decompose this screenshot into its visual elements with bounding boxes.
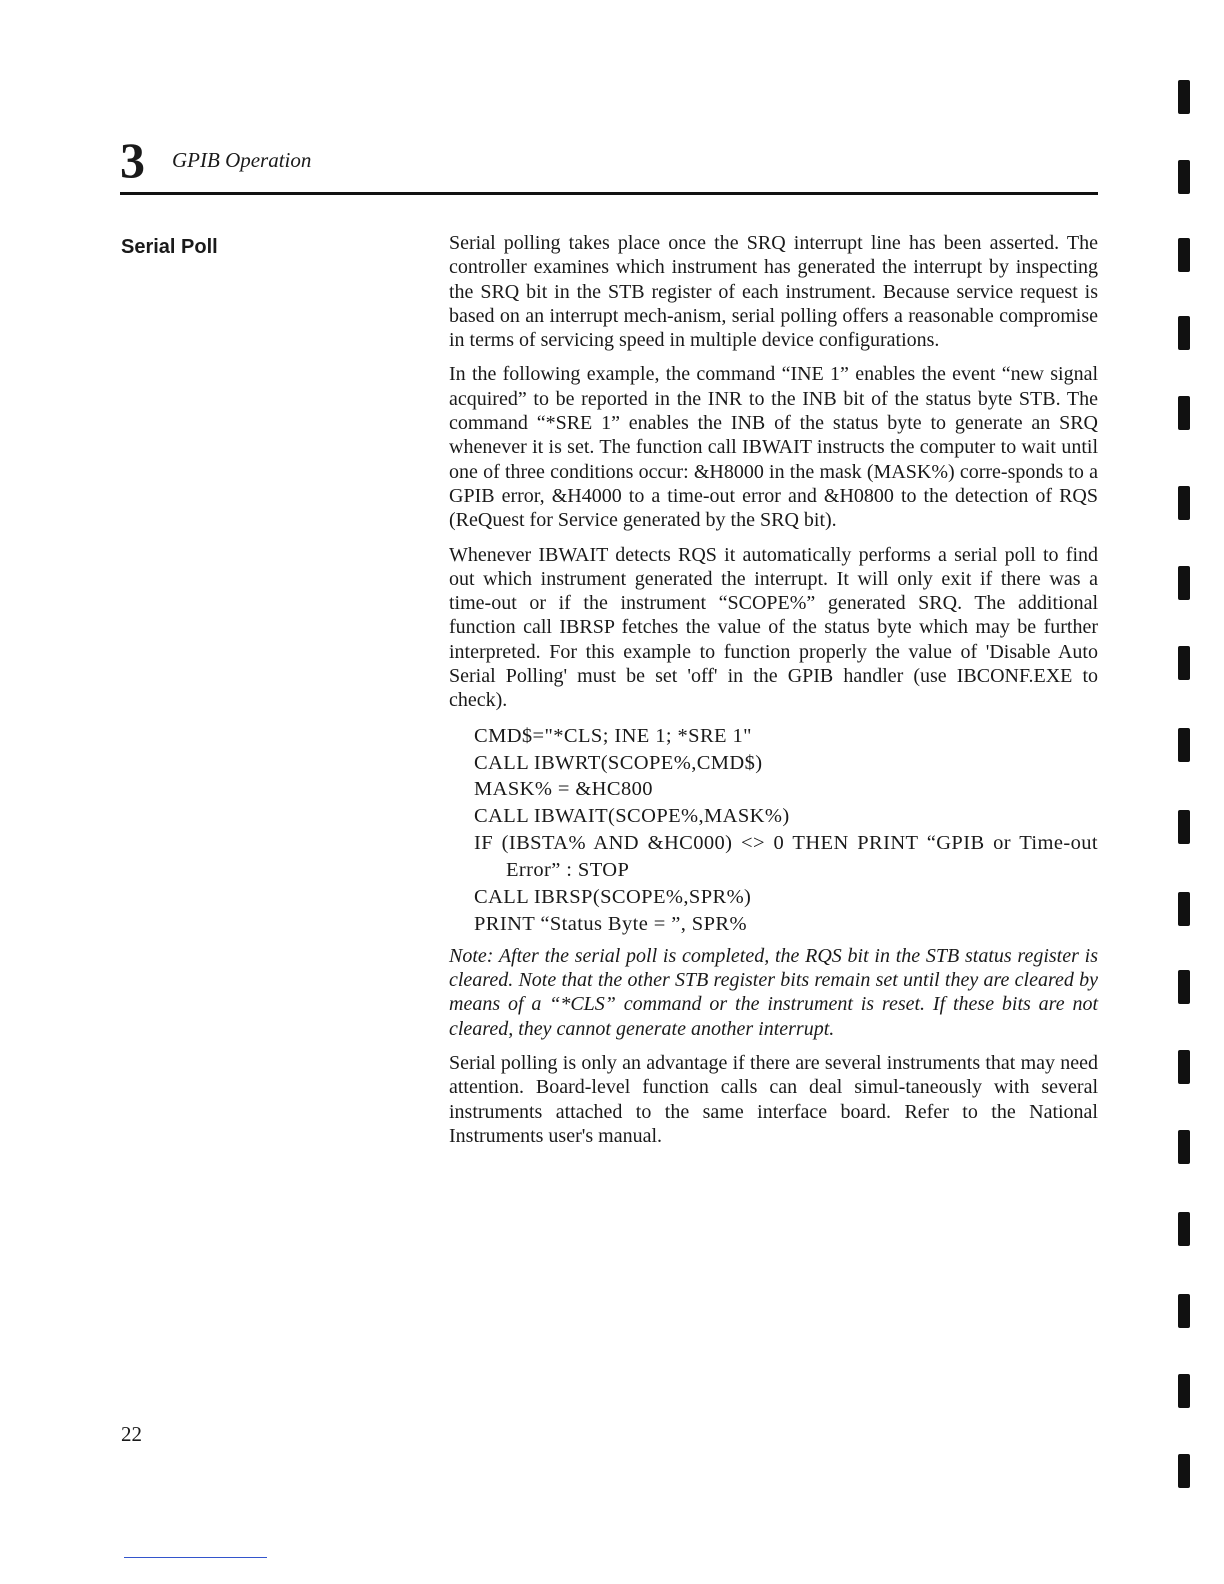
tab-mark (1178, 1374, 1190, 1408)
tab-mark (1178, 1454, 1190, 1488)
paragraph: In the following example, the command “INE 1” enables the event “new signal acquired” to be reported in the INR to the INB bit of the status byte STB. The command “*SRE 1” enables the INB of the status byte to generate an SRQ whenever it is set. The function call IBWAIT instructs the computer to wait until one of three conditions occur: &H8000 in the mask (MASK%) corre-sponds to a GPIB error, &H4000 to a time-out error and &H0800 to the detection of RQS (ReQuest for Service generated by the SRQ bit). (449, 363, 1098, 532)
code-line: PRINT “Status Byte = ”, SPR% (474, 912, 747, 935)
tab-mark (1178, 316, 1190, 350)
page-number: 22 (121, 1422, 142, 1446)
code-line: MASK% = &HC800 (474, 778, 653, 801)
code-line: CALL IBWRT(SCOPE%,CMD$) (474, 751, 763, 774)
code-line: CMD$="*CLS; INE 1; *SRE 1" (474, 724, 752, 747)
code-line: CALL IBWAIT(SCOPE%,MASK%) (474, 805, 790, 828)
tab-mark (1178, 1212, 1190, 1246)
tab-mark (1178, 970, 1190, 1004)
section-heading: Serial Poll (121, 236, 218, 258)
tab-mark (1178, 1130, 1190, 1164)
code-line: IF (IBSTA% AND &HC000) <> 0 THEN PRINT “GPIB or Time-out Error” : STOP (474, 832, 1098, 882)
header-rule (120, 192, 1098, 195)
tab-mark (1178, 646, 1190, 680)
section-body (449, 231, 1098, 1158)
code-block (474, 723, 1098, 938)
tab-mark (1178, 160, 1190, 194)
tab-mark (1178, 1050, 1190, 1084)
code-line: CALL IBRSP(SCOPE%,SPR%) (474, 886, 752, 909)
tab-mark (1178, 486, 1190, 520)
chapter-title: GPIB Operation (172, 148, 312, 172)
paragraph: Whenever IBWAIT detects RQS it automatically performs a serial poll to find out which instrument generated the interrupt. It will only exit if there was a time-out or if the instrument “SCOPE%” generated SRQ. The additional function call IBRSP fetches the value of the status byte which may be further interpreted. For this example to function properly the value of 'Disable Auto Serial Polling' must be set 'off' in the GPIB handler (use IBCONF.EXE to check). (449, 543, 1098, 712)
tab-mark (1178, 238, 1190, 272)
tab-mark (1178, 396, 1190, 430)
paragraph: Serial polling is only an advantage if there are several instruments that may need attention. Board-level function calls can deal simul-taneously with several instruments attached to the same interface board. Refer to the National Instruments user's manual. (449, 1052, 1098, 1147)
tab-mark (1178, 1294, 1190, 1328)
tab-mark (1178, 892, 1190, 926)
paragraph: Serial polling takes place once the SRQ interrupt line has been asserted. The controller examines which instrument has generated the interrupt by inspecting the SRQ bit in the STB register of each instrument. Because service request is based on an interrupt mech-anism, serial polling offers a reasonable compromise in terms of servicing speed in multiple device configurations. (449, 232, 1098, 352)
footer-underline (124, 1557, 267, 1558)
tab-mark (1178, 728, 1190, 762)
note: Note: After the serial poll is completed, the RQS bit in the STB status register is cleared. Note that the other STB register bits remain set until they are cleared by means of a “*CLS” command or the instrument is reset. If these bits are not cleared, they cannot generate another interrupt. (449, 944, 1098, 1040)
tab-mark (1178, 566, 1190, 600)
chapter-number: 3 (120, 132, 145, 188)
tab-mark (1178, 80, 1190, 114)
tab-mark (1178, 810, 1190, 844)
